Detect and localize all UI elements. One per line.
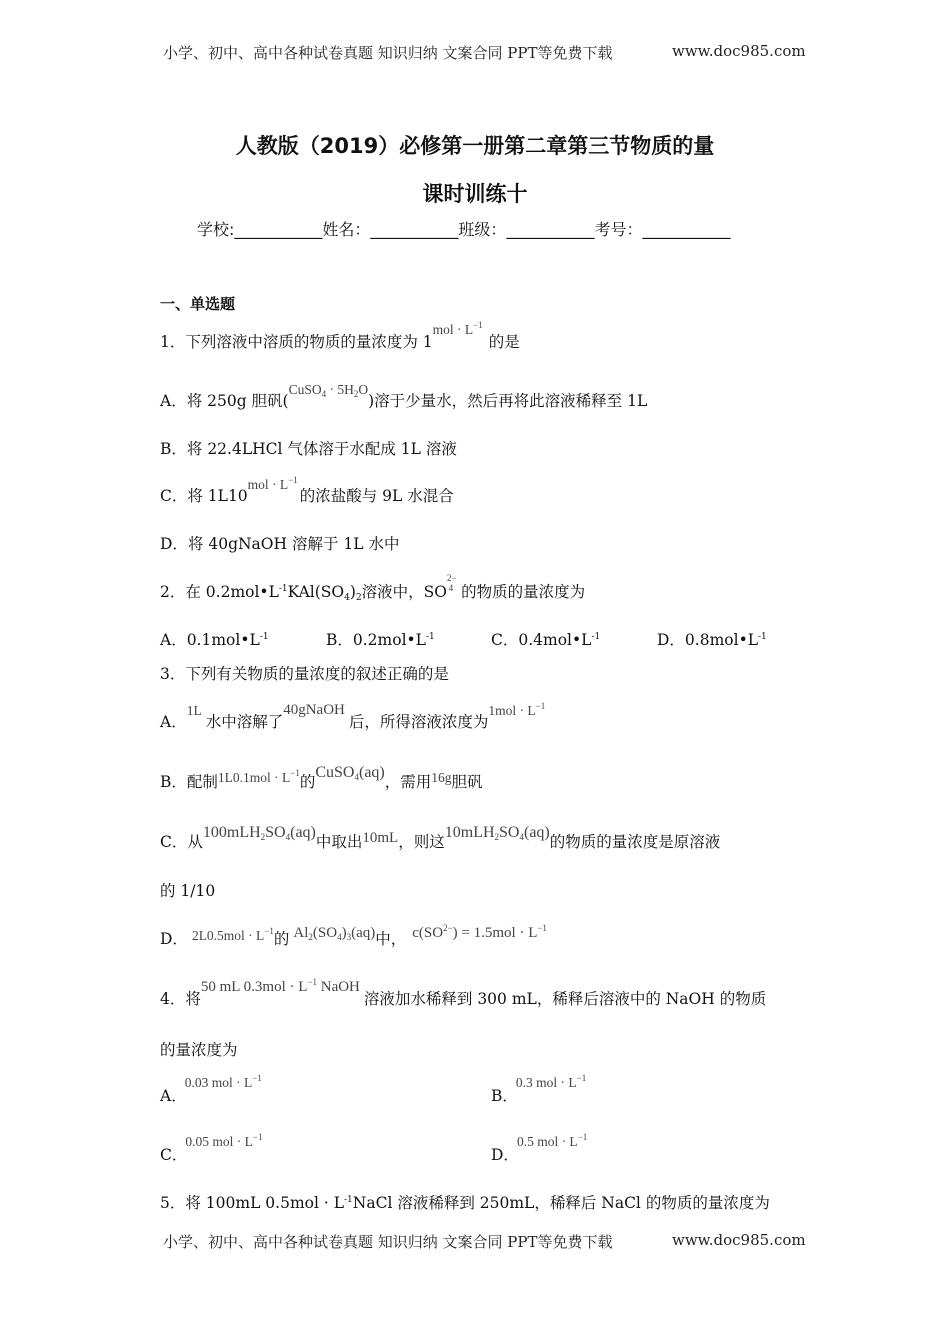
q2-stem: 2．在 $0.2mol•L^{-1}KAl(SO_4)_2$溶液中，$SO^{2-4}$ 的物质的量浓度为 bbox=[160, 573, 586, 603]
q3-option-c-cont: 的 1/10 bbox=[160, 882, 216, 900]
q1-option-a[interactable]: A．将 250g 胆矾(CuSO$_4$ · $5H_2O$)溶于少量水，然后再将此溶液稀释至 1L bbox=[160, 382, 648, 410]
q3-option-a[interactable]: A．1L水中溶解了40gNaOH后，所得溶液浓度为$1mol \cdot L^{-1}$ bbox=[160, 701, 546, 731]
exam-no-blank[interactable]: ___________ bbox=[642, 220, 731, 239]
q4-option-a[interactable]: A．0.03 mol · $L^{-1}$ bbox=[160, 1073, 262, 1105]
q3-d-sulfate-conc: $c(SO^{2-}) = 1.5mol \cdot L^{-1}$ bbox=[412, 923, 547, 941]
school-label: 学校: bbox=[197, 220, 235, 239]
cuso4-formula: CuSO$_4$ · $5H_2O$ bbox=[288, 382, 369, 399]
exam-no-label: 考号： bbox=[594, 220, 643, 239]
q1-option-c[interactable]: C．将 $1L10mol \cdot L^{-1}$的浓盐酸与 9L 水混合 bbox=[160, 475, 454, 505]
q5-stem: 5．将 100mL $0.5mol \cdot L^{-1}NaCl$ 溶液稀释到 250mL，稀释后 NaCl 的物质的量浓度为 bbox=[160, 1194, 770, 1212]
q3-c-10ml: 10mL bbox=[362, 830, 399, 846]
school-blank[interactable]: ___________ bbox=[234, 220, 323, 239]
q3-b-conc: $1L0.1mol \cdot L^{-1}$ bbox=[217, 768, 300, 785]
q4-stem: 4．将50 mL $0.3mol \cdot L^{-1}$ NaOH溶液加水稀释到 300 mL，稀释后溶液中的 NaOH 的物质 bbox=[160, 977, 767, 1008]
class-label: 班级： bbox=[458, 220, 507, 239]
q4-option-d[interactable]: D．0.5 mol · $L^{-1}$ bbox=[491, 1132, 588, 1164]
document-subtitle: 课时训练十 bbox=[422, 182, 528, 206]
q3-d-al2so43: $Al_2(SO_4)_3(aq)$ bbox=[293, 925, 376, 942]
section-heading: 一、单选题 bbox=[160, 295, 236, 313]
q3-a-volume: 1L bbox=[186, 703, 202, 718]
page-footer-url[interactable]: www.doc985.com bbox=[672, 1231, 806, 1249]
document-title: 人教版（2019）必修第一册第二章第三节物质的量 bbox=[235, 134, 715, 158]
q1-unit-formula: mol · $L^{-1}$ bbox=[432, 320, 483, 337]
q3-a-conc: $1mol \cdot L^{-1}$ bbox=[488, 701, 546, 718]
q4-d-value: 0.5 mol · $L^{-1}$ bbox=[516, 1132, 588, 1149]
page-header-text: 小学、初中、高中各种试卷真题 知识归纳 文案合同 PPT等免费下载 bbox=[163, 44, 613, 62]
q3-option-c[interactable]: C．从$100mLH_2SO_4(aq)$中取出10mL，则这$10mLH_2SO_4(aq)$的物质的量浓度是原溶液 bbox=[160, 824, 721, 851]
q1-option-b[interactable]: B．将 22.4LHCl 气体溶于水配成 1L 溶液 bbox=[160, 440, 457, 458]
q3-d-conc: $2L0.5mol \cdot L^{-1}$ bbox=[191, 926, 274, 943]
q4-a-value: 0.03 mol · $L^{-1}$ bbox=[184, 1073, 262, 1090]
q3-stem: 3．下列有关物质的量浓度的叙述正确的是 bbox=[160, 665, 449, 683]
q3-c-h2so4-10: $10mLH_2SO_4(aq)$ bbox=[444, 824, 550, 842]
q2-option-c[interactable]: C．$0.4mol•L^{-1}$ bbox=[491, 631, 601, 649]
page-header-url[interactable]: www.doc985.com bbox=[672, 42, 806, 60]
page-footer-text: 小学、初中、高中各种试卷真题 知识归纳 文案合同 PPT等免费下载 bbox=[163, 1233, 613, 1251]
q4-stem-cont: 的量浓度为 bbox=[160, 1041, 238, 1059]
q4-option-b[interactable]: B．0.3 mol · $L^{-1}$ bbox=[491, 1073, 587, 1105]
name-label: 姓名： bbox=[322, 220, 371, 239]
q3-option-b[interactable]: B．配制$1L0.1mol \cdot L^{-1}$的CuSO$_4$(aq)，需用16g胆矾 bbox=[160, 764, 483, 791]
q2-option-d[interactable]: D．$0.8mol•L^{-1}$ bbox=[657, 631, 767, 649]
sulfate-charge: 2− bbox=[447, 573, 457, 583]
q3-option-d[interactable]: D． $2L0.5mol \cdot L^{-1}$的 $Al_2(SO_4)_3(aq)$中， $c(SO^{2-}) = 1.5mol \cdot L^{-1}$ bbox=[160, 923, 547, 948]
q3-a-mass: 40gNaOH bbox=[283, 702, 345, 718]
q1-stem-text: 1．下列溶液中溶质的物质的量浓度为 1 bbox=[160, 333, 433, 351]
q2-option-b[interactable]: B．$0.2mol•L^{-1}$ bbox=[326, 631, 435, 649]
class-blank[interactable]: ___________ bbox=[506, 220, 595, 239]
q2-option-a[interactable]: A．$0.1mol•L^{-1}$ bbox=[160, 631, 269, 649]
q3-c-h2so4-100: $100mLH_2SO_4(aq)$ bbox=[202, 824, 316, 842]
q4-b-value: 0.3 mol · $L^{-1}$ bbox=[515, 1073, 587, 1090]
q4-solution-formula: 50 mL $0.3mol \cdot L^{-1}$ NaOH bbox=[200, 977, 360, 995]
q4-c-value: 0.05 mol · $L^{-1}$ bbox=[185, 1132, 263, 1149]
q4-option-c[interactable]: C．0.05 mol · $L^{-1}$ bbox=[160, 1132, 263, 1164]
name-blank[interactable]: ___________ bbox=[370, 220, 459, 239]
sulfate-subscript: 4 bbox=[448, 583, 454, 593]
q3-b-mass: 16g bbox=[431, 770, 452, 785]
q1-option-d[interactable]: D．将 40gNaOH 溶解于 1L 水中 bbox=[160, 535, 400, 553]
q1-stem-text-end: 的是 bbox=[488, 333, 520, 351]
student-info-line bbox=[197, 217, 730, 240]
q3-b-cuso4: CuSO$_4$(aq) bbox=[315, 764, 385, 782]
q1-c-unit-formula: mol · $L^{-1}$ bbox=[247, 475, 298, 492]
